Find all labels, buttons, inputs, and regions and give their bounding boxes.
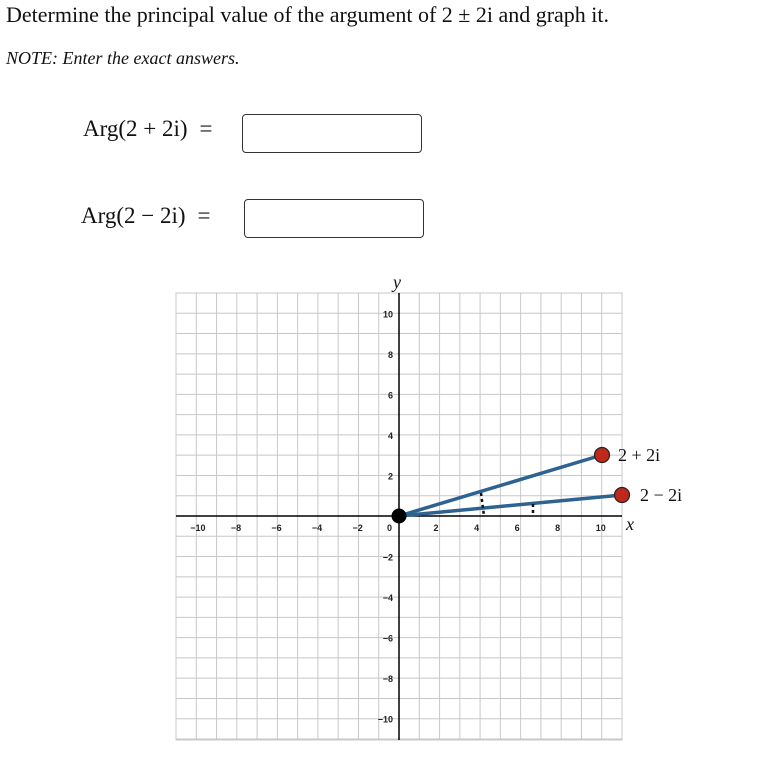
y-tick-label: −2 [382,552,393,563]
point-2-plus-2i[interactable] [595,448,610,463]
x-tick-label: −6 [271,523,282,533]
y-tick-label: −10 [377,714,393,725]
y-tick-label: 10 [382,309,393,320]
arg-label-2-text: Arg(2 − 2i) [81,203,186,228]
x-tick-label: −2 [352,523,363,533]
arg-label-2: Arg(2 − 2i) = [81,203,211,228]
x-tick-label: −8 [230,523,242,533]
x-tick-label: 2 [433,523,439,533]
y-tick-label: −6 [382,633,393,644]
note-text: NOTE: Enter the exact answers. [6,48,240,68]
x-tick-label: 8 [555,523,561,533]
x-tick-label: 6 [514,523,520,533]
angle-marker-1 [481,493,484,516]
x-axis-label: x [626,514,634,534]
x-tick-label: −4 [311,523,323,533]
point-label-2-minus-2i: 2 − 2i [640,485,683,505]
point-label-2-plus-2i: 2 + 2i [618,445,661,465]
question-text: Determine the principal value of the argument of 2 ± 2i and graph it. [6,2,610,27]
y-tick-label: −4 [382,593,393,604]
arg-label-1: Arg(2 + 2i) = [83,116,213,141]
y-tick-label: −8 [382,674,393,685]
point-2-minus-2i[interactable] [615,488,630,503]
x-tick-label: −10 [190,523,206,533]
y-tick-label: 2 [387,471,393,482]
y-axis-label: y [393,272,401,292]
x-tick-label: 10 [595,523,606,533]
x-tick-label: 0 [387,523,393,533]
x-tick-label: 4 [474,523,480,533]
y-tick-label: 6 [387,390,393,401]
origin-point[interactable] [392,509,407,524]
y-tick-label: 4 [387,430,393,441]
y-tick-label: 8 [387,349,393,360]
arg-label-1-text: Arg(2 + 2i) [83,116,188,141]
